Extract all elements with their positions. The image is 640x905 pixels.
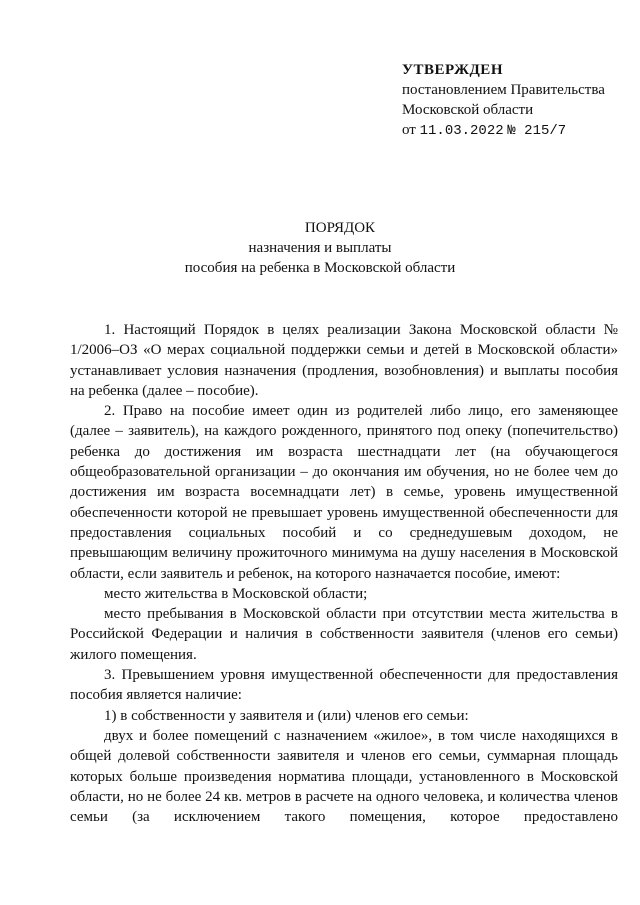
approval-date-line (402, 120, 605, 141)
approval-date: 11.03.2022 (419, 123, 504, 139)
approval-date-prefix: от (402, 122, 416, 138)
paragraph-5: 3. Превышением уровня имущественной обеспеченности для предоставления пособия является наличие: (70, 667, 618, 704)
paragraph-7: двух и более помещений с назначением «жилое», в том числе находящихся в общей долевой собственности заявителя и членов его семьи, суммарная площадь которых больше произведения норматива площади, установленного в Московской области, но не более 24 кв. метров в расчете на одного человека, и количества членов семьи (за исключением такого помещения, которое предоставлено (70, 727, 618, 826)
paragraph-3: место жительства в Московской области; (104, 585, 368, 602)
document-subtitle-1: назначения и выплаты (248, 240, 392, 256)
approval-number: № 215/7 (507, 123, 567, 139)
approval-title: УТВЕРЖДЕН (402, 62, 503, 78)
approval-stamp (402, 60, 605, 141)
paragraph-2: 2. Право на пособие имеет один из родителей либо лицо, его заменяющее (далее – заявитель), на каждого рожденного, принятого под опеку (попечительство) ребенка до достижения им возраста шестнадцати лет (на обучающегося общеобразовательной организации – до окончания им обучения, но не более чем до достижения им возраста восемнадцати лет) в семье, уровень имущественной обеспеченности которой не превышает уровень имущественной обеспеченности для предоставления социальных пособий и со среднедушевым доходом, не превышающим величину прожиточного минимума на душу населения в Московской области, если заявитель и ребенок, на которого назначается пособие, имеют: (70, 403, 618, 582)
paragraph-1: 1. Настоящий Порядок в целях реализации Закона Московской области № 1/2006–ОЗ «О мерах социальной поддержки семьи и детей в Московской области» устанавливает условия назначения (продления, возобновления) и выплаты пособия на ребенка (далее – пособие). (70, 322, 618, 399)
approval-line-1: постановлением Правительства (402, 82, 605, 98)
document-heading (0, 218, 640, 278)
paragraph-4: место пребывания в Московской области при отсутствии места жительства в Российской Федерации и наличия в собственности заявителя (членов его семьи) жилого помещения. (70, 606, 618, 663)
document-body (70, 320, 618, 827)
document-subtitle-2: пособия на ребенка в Московской области (184, 260, 456, 276)
document-title: ПОРЯДОК (304, 220, 376, 236)
paragraph-6: 1) в собственности у заявителя и (или) членов его семьи: (104, 707, 469, 724)
approval-line-2: Московской области (402, 102, 534, 118)
